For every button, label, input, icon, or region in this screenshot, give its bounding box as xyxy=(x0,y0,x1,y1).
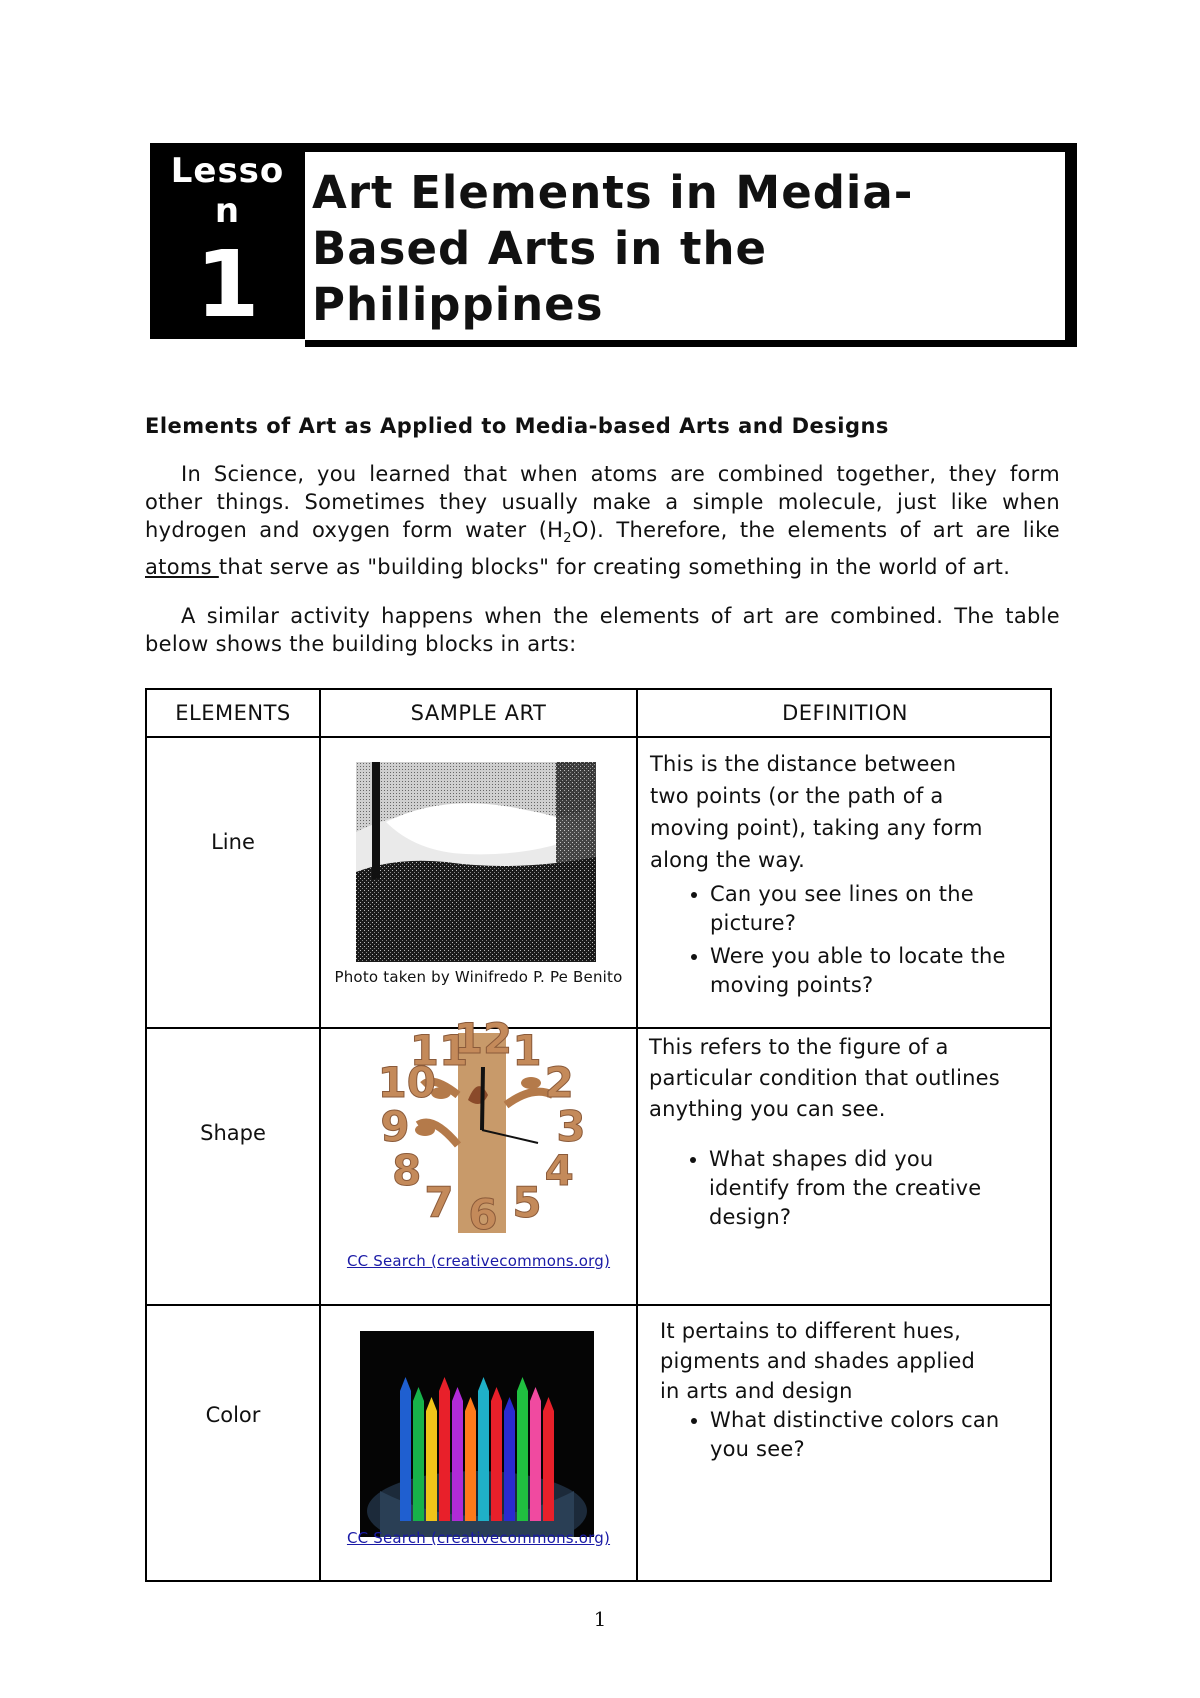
lesson-badge xyxy=(150,143,305,339)
element-name-shape: Shape xyxy=(200,1121,266,1145)
question-item: • What shapes did you identify from the creative design? xyxy=(709,1145,999,1232)
clock-numeral: 10 xyxy=(377,1058,437,1107)
para1-underlined-word: atoms xyxy=(145,555,219,580)
para1-text-end: that serve as "building blocks" for creating something in the world of art. xyxy=(218,555,1011,580)
para2-text: A similar activity happens when the elements of art are combined. The table below shows the building blocks in arts: xyxy=(145,604,1060,656)
definition-text: This is the distance between two points (or the path of a moving point), taking any form along the way. xyxy=(650,752,983,872)
marker-body xyxy=(413,1401,424,1521)
table-divider xyxy=(319,690,321,1580)
marker-body xyxy=(478,1391,489,1521)
marker-body xyxy=(517,1391,528,1521)
marker-tip xyxy=(426,1397,437,1411)
marker-tip xyxy=(530,1387,541,1401)
marker-tip xyxy=(504,1397,515,1411)
lesson-label xyxy=(150,151,305,231)
marker-tip xyxy=(413,1387,424,1401)
lesson-title-line2: Based Arts in the xyxy=(312,222,768,275)
photo-credit: Photo taken by Winifredo P. Pe Benito xyxy=(334,968,623,986)
marker-body xyxy=(504,1411,515,1521)
lesson-title-line1: Art Elements in Media- xyxy=(312,166,914,219)
lesson-label-line1: Lesso xyxy=(170,151,285,191)
clock-sample-image xyxy=(363,1015,603,1237)
clock-numeral: 12 xyxy=(453,1015,513,1063)
marker-body xyxy=(491,1401,502,1521)
intro-paragraph xyxy=(145,460,1060,581)
clock-numeral: 9 xyxy=(380,1102,410,1151)
element-name-color: Color xyxy=(205,1403,261,1427)
elements-table xyxy=(145,688,1052,1582)
definition-line xyxy=(650,748,1045,1000)
marker-tip xyxy=(452,1387,463,1401)
clock-numeral: 1 xyxy=(512,1025,542,1075)
marker-body xyxy=(543,1411,554,1521)
clock-numeral: 8 xyxy=(392,1146,422,1195)
marker-body xyxy=(400,1391,411,1521)
question-list xyxy=(649,1145,1044,1232)
definition-shape xyxy=(649,1032,1044,1232)
marker-body xyxy=(439,1391,450,1521)
table-divider xyxy=(147,736,1050,738)
question-item: • Were you able to locate the moving points? xyxy=(710,942,1045,1000)
definition-text: It pertains to different hues, pigments and shades applied in arts and design xyxy=(660,1319,976,1403)
clock-numeral: 6 xyxy=(468,1190,498,1237)
para1-subscript: 2 xyxy=(563,531,572,547)
marker-body xyxy=(452,1401,463,1521)
marker-tip xyxy=(517,1377,528,1391)
marker-tip xyxy=(439,1377,450,1391)
question-list xyxy=(650,880,1045,1000)
table-intro-paragraph xyxy=(145,602,1060,658)
color-sample-photo xyxy=(360,1331,594,1537)
question-item: • What distinctive colors can you see? xyxy=(710,1406,1000,1464)
image-source-link[interactable]: CC Search (creativecommons.org) xyxy=(346,1529,611,1547)
column-header-elements: ELEMENTS xyxy=(175,701,291,725)
para1-text: In Science, you learned that when atoms are combined together, they form other things. Sometimes they usually make a simple molecule, just like when hydrogen and oxygen form water (H xyxy=(145,462,1060,542)
image-source-link[interactable]: CC Search (creativecommons.org) xyxy=(346,1252,611,1270)
marker-tip xyxy=(491,1387,502,1401)
marker-body xyxy=(465,1411,476,1521)
clock-numeral: 7 xyxy=(424,1178,454,1228)
clock-numeral: 4 xyxy=(544,1146,574,1195)
marker-tip xyxy=(543,1397,554,1411)
question-list xyxy=(660,1406,1045,1464)
column-header-definition: DEFINITION xyxy=(782,701,908,725)
marker-body xyxy=(530,1401,541,1521)
table-divider xyxy=(636,690,638,1580)
clock-numeral: 11 xyxy=(409,1025,469,1075)
marker-tip xyxy=(465,1397,476,1411)
lesson-number: 1 xyxy=(195,231,260,338)
lesson-title-line3: Philippines xyxy=(312,278,604,331)
marker-tip xyxy=(478,1377,489,1391)
section-heading: Elements of Art as Applied to Media-based Arts and Designs xyxy=(145,414,889,438)
lesson-label-line2: n xyxy=(214,191,241,231)
line-sample-photo xyxy=(356,762,596,962)
column-header-sample-art: SAMPLE ART xyxy=(410,701,547,725)
lesson-title xyxy=(312,165,1032,333)
para1-text-continued: O). Therefore, the elements of art are like xyxy=(571,518,1061,542)
clock-numeral: 2 xyxy=(544,1058,574,1107)
table-divider xyxy=(147,1304,1050,1306)
marker-tip xyxy=(400,1377,411,1391)
definition-text: This refers to the figure of a particular condition that outlines anything you can see. xyxy=(649,1035,1000,1121)
element-name-line: Line xyxy=(211,830,255,854)
clock-numeral: 5 xyxy=(512,1178,542,1228)
marker-body xyxy=(426,1411,437,1521)
question-item: • Can you see lines on the picture? xyxy=(710,880,1045,938)
definition-color xyxy=(660,1316,1045,1464)
clock-numeral: 3 xyxy=(556,1102,586,1151)
page-number: 1 xyxy=(593,1607,607,1631)
